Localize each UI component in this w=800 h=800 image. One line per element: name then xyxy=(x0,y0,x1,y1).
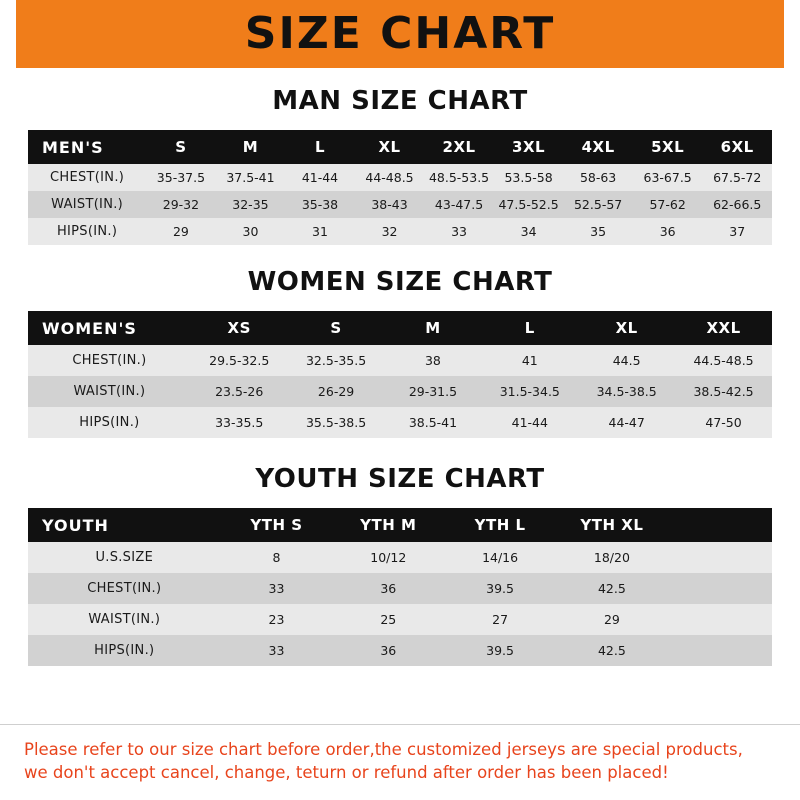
men-r0-c3: 44-48.5 xyxy=(365,170,414,185)
men-col-6: 4XL xyxy=(581,138,615,156)
table-row xyxy=(28,164,772,191)
men-r1-c3: 38-43 xyxy=(371,197,408,212)
table-row xyxy=(28,573,772,604)
youth-table-body xyxy=(28,542,772,666)
men-r1-c2: 35-38 xyxy=(301,197,339,212)
women-r2-c2: 38.5-41 xyxy=(408,415,458,430)
women-r0-c4: 44.5 xyxy=(612,353,641,368)
men-r1-c4: 43-47.5 xyxy=(434,197,484,212)
table-row xyxy=(28,191,772,218)
men-r2-c5: 34 xyxy=(520,224,537,239)
youth-r0-c1: 10/12 xyxy=(370,550,407,565)
women-col-0: XS xyxy=(227,319,251,337)
youth-r0-c3: 18/20 xyxy=(593,550,630,565)
men-table-body xyxy=(28,164,772,245)
men-r1-c8: 62-66.5 xyxy=(713,197,762,212)
table-row xyxy=(28,542,772,573)
women-r2-c1: 35.5-38.5 xyxy=(305,415,367,430)
women-col-5: XXL xyxy=(706,319,741,337)
men-col-5: 3XL xyxy=(512,138,546,156)
men-col-8: 6XL xyxy=(720,138,754,156)
youth-row-0-label: U.S.SIZE xyxy=(95,550,154,565)
youth-header-row xyxy=(28,508,772,542)
table-row xyxy=(28,635,772,666)
youth-r2-c3: 29 xyxy=(603,612,620,627)
men-r0-c8: 67.5-72 xyxy=(713,170,762,185)
youth-r3-c3: 42.5 xyxy=(597,643,626,658)
youth-col-2: YTH L xyxy=(474,516,526,534)
women-r1-c4: 34.5-38.5 xyxy=(596,384,657,399)
youth-r3-spacer xyxy=(668,635,772,666)
youth-r2-c0: 23 xyxy=(268,612,285,627)
table-row xyxy=(28,604,772,635)
youth-row-3-label: HIPS(IN.) xyxy=(94,643,155,658)
women-col-2: M xyxy=(425,319,441,337)
men-col-4: 2XL xyxy=(442,138,476,156)
men-r2-c7: 36 xyxy=(659,224,676,239)
table-row xyxy=(28,407,772,438)
disclaimer-note xyxy=(0,724,800,800)
men-col-0: S xyxy=(175,138,187,156)
youth-r3-c1: 36 xyxy=(380,643,397,658)
men-col-3: XL xyxy=(378,138,401,156)
youth-col-1: YTH M xyxy=(360,516,417,534)
women-row-0-label: CHEST(IN.) xyxy=(72,353,147,368)
table-row xyxy=(28,218,772,245)
youth-r0-c0: 8 xyxy=(272,550,281,565)
men-r2-c8: 37 xyxy=(729,224,746,239)
women-r2-c5: 47-50 xyxy=(705,415,742,430)
youth-size-table xyxy=(28,508,772,666)
women-r1-c3: 31.5-34.5 xyxy=(499,384,560,399)
men-r2-c6: 35 xyxy=(590,224,607,239)
youth-col-0: YTH S xyxy=(250,516,303,534)
men-table-head xyxy=(28,130,772,164)
men-col-1: M xyxy=(242,138,259,156)
youth-col-3: YTH XL xyxy=(580,516,644,534)
women-r1-c2: 29-31.5 xyxy=(408,384,458,399)
women-corner-label: WOMEN'S xyxy=(42,318,137,338)
youth-r1-c1: 36 xyxy=(380,581,397,596)
women-r2-c4: 44-47 xyxy=(608,415,645,430)
youth-r1-c2: 39.5 xyxy=(486,581,514,596)
men-r1-c5: 47.5-52.5 xyxy=(498,197,559,212)
women-section-title: WOMEN SIZE CHART xyxy=(247,267,553,297)
women-header-row xyxy=(28,311,772,345)
men-r0-c6: 58-63 xyxy=(579,170,617,185)
youth-r3-c2: 39.5 xyxy=(486,643,514,658)
men-r0-c0: 35-37.5 xyxy=(156,170,206,185)
men-r0-c5: 53.5-58 xyxy=(504,170,553,185)
women-size-table xyxy=(28,311,772,438)
youth-table-head xyxy=(28,508,772,542)
men-r0-c1: 37.5-41 xyxy=(226,170,275,185)
content-area xyxy=(0,68,800,724)
men-section-title: MAN SIZE CHART xyxy=(272,86,528,116)
disclaimer-line-2: we don't accept cancel, change, teturn or refund after order has been placed! xyxy=(24,762,669,782)
header-banner xyxy=(0,0,800,68)
banner-edge-right xyxy=(784,0,800,68)
youth-r1-c0: 33 xyxy=(268,581,285,596)
women-table-head xyxy=(28,311,772,345)
youth-r1-c3: 42.5 xyxy=(597,581,626,596)
youth-col-spacer xyxy=(668,508,772,542)
women-row-2-label: HIPS(IN.) xyxy=(79,415,140,430)
youth-r2-spacer xyxy=(668,604,772,635)
women-col-4: XL xyxy=(615,319,638,337)
men-r0-c7: 63-67.5 xyxy=(643,170,692,185)
men-size-table xyxy=(28,130,772,245)
youth-r0-spacer xyxy=(668,542,772,573)
women-row-1-label: WAIST(IN.) xyxy=(73,384,146,399)
men-r2-c3: 32 xyxy=(381,224,398,239)
men-r2-c1: 30 xyxy=(242,224,259,239)
women-r2-c3: 41-44 xyxy=(511,415,548,430)
men-r0-c2: 41-44 xyxy=(301,170,339,185)
women-col-3: L xyxy=(524,319,535,337)
banner-edge-left xyxy=(0,0,16,68)
men-row-0-label: CHEST(IN.) xyxy=(50,170,125,185)
table-row xyxy=(28,376,772,407)
men-row-1-label: WAIST(IN.) xyxy=(51,197,124,212)
women-r0-c5: 44.5-48.5 xyxy=(693,353,754,368)
men-corner-label: MEN'S xyxy=(42,137,104,157)
men-row-2-label: HIPS(IN.) xyxy=(56,224,118,239)
youth-corner-label: YOUTH xyxy=(42,515,109,535)
women-r1-c5: 38.5-42.5 xyxy=(693,384,754,399)
men-r1-c6: 52.5-57 xyxy=(573,197,623,212)
youth-r3-c0: 33 xyxy=(268,643,285,658)
women-r0-c0: 29.5-32.5 xyxy=(209,353,270,368)
men-col-2: L xyxy=(314,138,326,156)
men-r1-c7: 57-62 xyxy=(649,197,686,212)
women-r1-c1: 26-29 xyxy=(317,384,355,399)
women-col-1: S xyxy=(330,319,342,337)
men-col-7: 5XL xyxy=(651,138,685,156)
men-header-row xyxy=(28,130,772,164)
page-title: SIZE CHART xyxy=(244,8,556,59)
men-r2-c4: 33 xyxy=(451,224,467,239)
disclaimer-line-1: Please refer to our size chart before order,the customized jerseys are special products, xyxy=(24,740,743,760)
youth-row-1-label: CHEST(IN.) xyxy=(87,581,162,596)
women-r0-c1: 32.5-35.5 xyxy=(305,353,367,368)
women-r0-c2: 38 xyxy=(424,353,441,368)
youth-r0-c2: 14/16 xyxy=(482,550,519,565)
women-r2-c0: 33-35.5 xyxy=(215,415,264,430)
men-r0-c4: 48.5-53.5 xyxy=(428,170,490,185)
youth-r1-spacer xyxy=(668,573,772,604)
men-r1-c1: 32-35 xyxy=(232,197,269,212)
youth-r2-c2: 27 xyxy=(492,612,509,627)
women-r1-c0: 23.5-26 xyxy=(215,384,264,399)
women-table-body xyxy=(28,345,772,438)
table-row xyxy=(28,345,772,376)
men-r2-c0: 29 xyxy=(172,224,189,239)
men-r2-c2: 31 xyxy=(312,224,328,239)
youth-row-2-label: WAIST(IN.) xyxy=(88,612,161,627)
women-r0-c3: 41 xyxy=(521,353,538,368)
youth-r2-c1: 25 xyxy=(380,612,397,627)
men-r1-c0: 29-32 xyxy=(162,197,200,212)
youth-section-title: YOUTH SIZE CHART xyxy=(255,464,545,494)
